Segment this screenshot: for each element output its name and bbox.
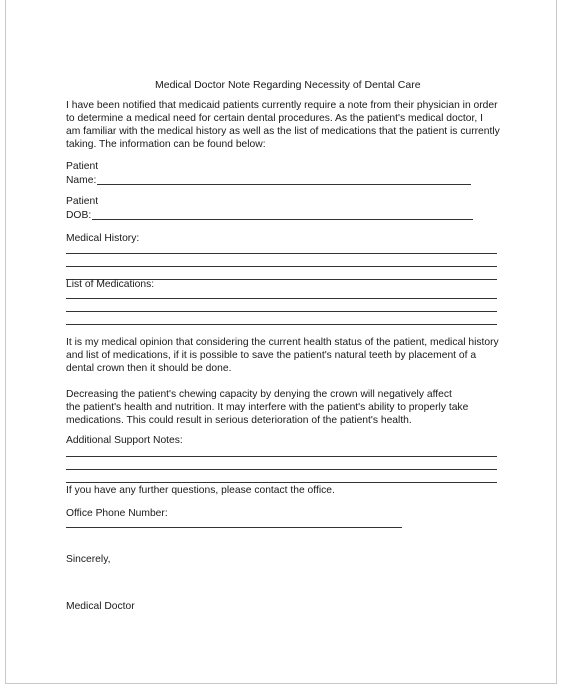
patient-name-label: Patient [66,161,99,172]
risk-line: the patient's health and nutrition. It may interfere with the patient's ability to properly take [66,402,469,413]
support-notes-label: Additional Support Notes: [66,435,183,446]
support-notes-line[interactable] [66,469,497,470]
opinion-line: It is my medical opinion that considering the current health status of the patient, medical history [66,337,499,348]
intro-line: I have been notified that medicaid patients currently require a note from their physician in order [66,100,498,111]
phone-label: Office Phone Number: [66,508,168,519]
patient-dob-label: Patient [66,196,99,207]
medications-line[interactable] [66,324,497,325]
medical-history-line[interactable] [66,266,497,267]
medications-line[interactable] [66,311,497,312]
support-notes-line[interactable] [66,482,497,483]
closing-text: Sincerely, [66,554,111,565]
document-title: Medical Doctor Note Regarding Necessity of Dental Care [155,79,421,91]
risk-line: medications. This could result in serious deterioration of the patient's health. [66,415,412,426]
medications-label: List of Medications: [66,279,155,290]
medical-history-line[interactable] [66,253,497,254]
opinion-line: and list of medications, if it is possible to save the patient's natural teeth by placement of a [66,350,477,361]
intro-line: to determine a medical need for certain dental procedures. As the patient's medical doctor, I [66,113,483,124]
patient-dob-field[interactable] [92,219,473,220]
patient-name-field[interactable] [97,184,471,185]
opinion-line: dental crown then it should be done. [66,363,232,374]
phone-field[interactable] [66,527,402,528]
medications-line[interactable] [66,298,497,299]
contact-text: If you have any further questions, please contact the office. [66,485,335,496]
patient-name-label: Name: [66,175,97,186]
support-notes-line[interactable] [66,456,497,457]
intro-line: taking. The information can be found below: [66,139,266,150]
signature-text: Medical Doctor [66,601,135,612]
patient-dob-label: DOB: [66,210,92,221]
intro-line: am familiar with the medical history as well as the list of medications that the patient is currently [66,126,500,137]
medical-history-label: Medical History: [66,233,140,244]
risk-line: Decreasing the patient's chewing capacity by denying the crown will negatively affect [66,389,452,400]
